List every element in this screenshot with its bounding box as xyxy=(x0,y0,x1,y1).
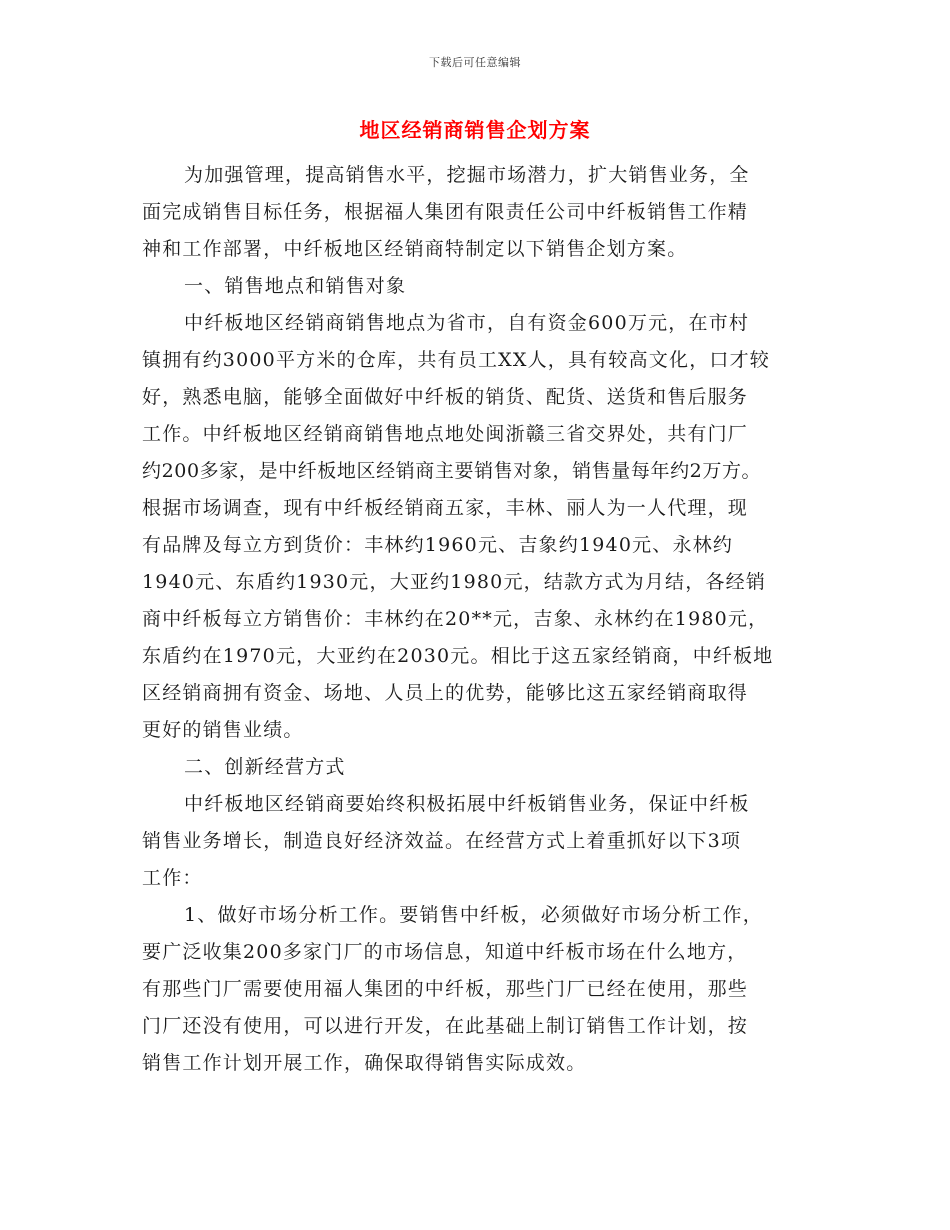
paragraph-line: 根据市场调查，现有中纤板经销商五家，丰林、丽人为一人代理，现 xyxy=(142,497,749,519)
paragraph-line: 东盾约在1970元，大亚约在2030元。相比于这五家经销商，中纤板地 xyxy=(142,645,774,667)
paragraph-line: 为加强管理，提高销售水平，挖掘市场潜力，扩大销售业务，全 xyxy=(184,164,750,186)
paragraph-line: 面完成销售目标任务，根据福人集团有限责任公司中纤板销售工作精 xyxy=(142,201,749,223)
paragraph-line: 区经销商拥有资金、场地、人员上的优势，能够比这五家经销商取得 xyxy=(142,682,749,704)
paragraph-line: 销售业务增长，制造良好经济效益。在经营方式上着重抓好以下3项 xyxy=(142,830,742,852)
paragraph-line: 工作。中纤板地区经销商销售地点地处闽浙赣三省交界处，共有门厂 xyxy=(142,423,749,445)
paragraph-line: 商中纤板每立方销售价：丰林约在20**元，吉象、永林约在1980元， xyxy=(142,608,769,630)
paragraph-line: 中纤板地区经销商销售地点为省市，自有资金600万元，在市村 xyxy=(184,312,750,334)
header-note: 下载后可任意编辑 xyxy=(429,56,521,69)
paragraph-line: 1、做好市场分析工作。要销售中纤板，必须做好市场分析工作， xyxy=(184,904,763,926)
paragraph-line: 好，熟悉电脑，能够全面做好中纤板的销货、配货、送货和售后服务 xyxy=(142,386,749,408)
paragraph-line: 约200多家，是中纤板地区经销商主要销售对象，销售量每年约2万方。 xyxy=(142,460,762,482)
paragraph-line: 1940元、东盾约1930元，大亚约1980元，结款方式为月结，各经销 xyxy=(142,571,767,593)
paragraph-line: 有那些门厂需要使用福人集团的中纤板，那些门厂已经在使用，那些 xyxy=(142,978,749,1000)
paragraph-line: 神和工作部署，中纤板地区经销商特制定以下销售企划方案。 xyxy=(142,238,688,260)
paragraph-line: 要广泛收集200多家门厂的市场信息，知道中纤板市场在什么地方， xyxy=(142,941,748,963)
section-heading: 二、创新经营方式 xyxy=(184,756,346,778)
paragraph-line: 中纤板地区经销商要始终积极拓展中纤板销售业务，保证中纤板 xyxy=(184,793,750,815)
paragraph-line: 更好的销售业绩。 xyxy=(142,719,304,741)
paragraph-line: 镇拥有约3000平方米的仓库，共有员工XX人，具有较高文化，口才较 xyxy=(142,349,771,371)
document-body xyxy=(142,157,802,1082)
paragraph-line: 销售工作计划开展工作，确保取得销售实际成效。 xyxy=(142,1052,587,1074)
paragraph-line: 有品牌及每立方到货价：丰林约1960元、吉象约1940元、永林约 xyxy=(142,534,734,556)
section-heading: 一、销售地点和销售对象 xyxy=(184,275,407,297)
paragraph-line: 门厂还没有使用，可以进行开发，在此基础上制订销售工作计划，按 xyxy=(142,1015,749,1037)
document-title: 地区经销商销售企划方案 xyxy=(359,118,591,142)
paragraph-line: 工作： xyxy=(142,867,203,889)
